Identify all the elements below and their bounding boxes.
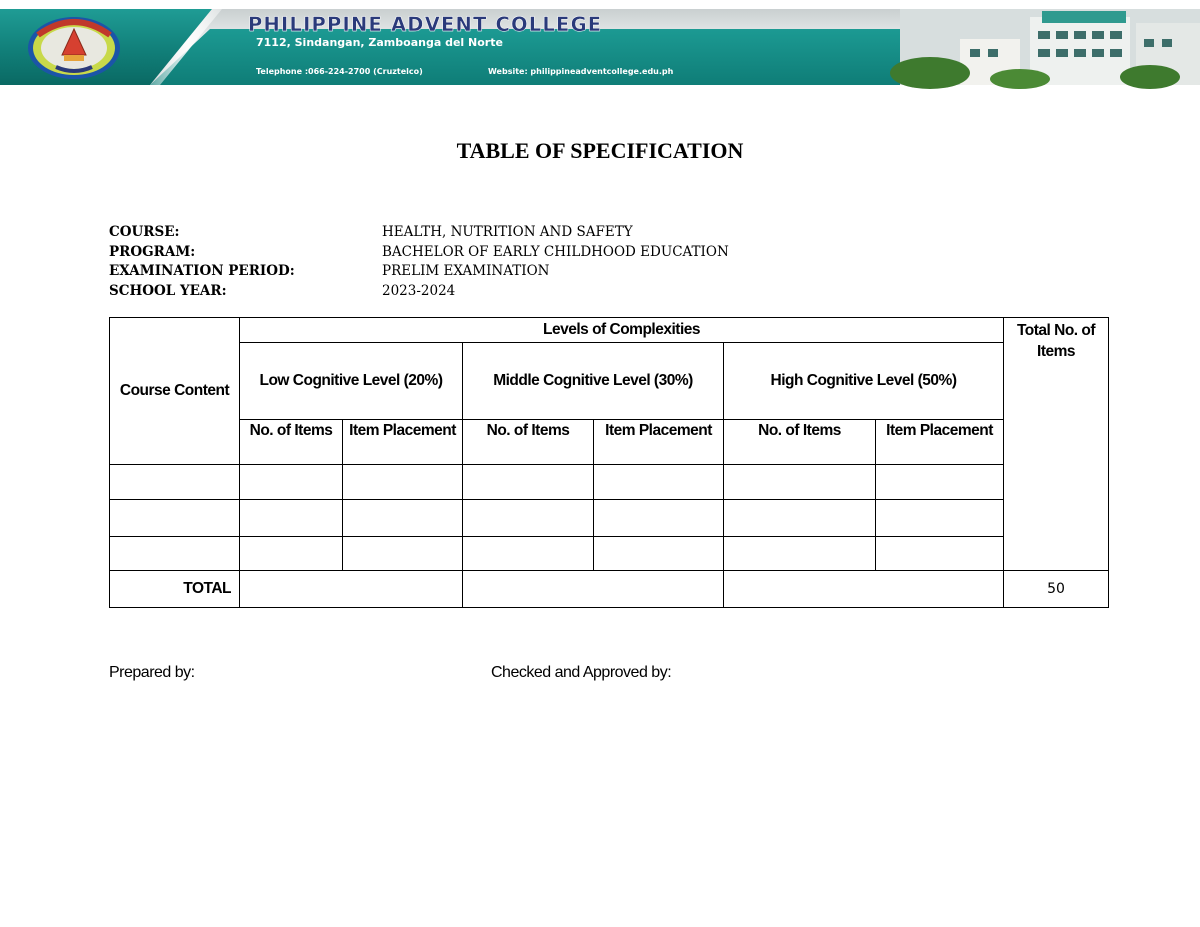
table-cell[interactable] (343, 465, 463, 500)
table-cell[interactable] (724, 537, 876, 571)
low-item-placement-header: Item Placement (343, 420, 463, 465)
total-items-value: 50 (1004, 571, 1109, 608)
table-cell[interactable] (240, 465, 343, 500)
info-row-program (109, 243, 909, 263)
low-cognitive-header: Low Cognitive Level (20%) (240, 343, 463, 420)
middle-item-placement-header: Item Placement (594, 420, 724, 465)
contact-line: :066-908-4957 (PLDT) (256, 97, 394, 106)
table-cell[interactable] (724, 500, 876, 537)
middle-no-of-items-header: No. of Items (463, 420, 594, 465)
middle-cognitive-header: Middle Cognitive Level (30%) (463, 343, 724, 420)
college-seal-logo (26, 15, 122, 81)
info-value: HEALTH, NUTRITION AND SAFETY (382, 224, 633, 240)
table-cell[interactable] (463, 500, 594, 537)
table-cell[interactable] (463, 465, 594, 500)
contact-email: Email Add: philippineadventcollege@gmail.com (488, 97, 703, 106)
checked-approved-by-label: Checked and Approved by: (491, 664, 672, 681)
institution-address: 7112, Sindangan, Zamboanga del Norte (256, 36, 503, 49)
info-value: BACHELOR OF EARLY CHILDHOOD EDUCATION (382, 243, 729, 260)
total-row (110, 571, 1109, 608)
info-label: COURSE: (109, 224, 180, 240)
contact-line: Fax No. :066-224-2030 (256, 127, 372, 136)
table-cell[interactable] (594, 500, 724, 537)
table-cell[interactable] (724, 465, 876, 500)
table-cell[interactable] (463, 537, 594, 571)
info-label: SCHOOL YEAR: (109, 282, 227, 299)
table-row (110, 537, 1109, 571)
table-cell[interactable] (876, 537, 1004, 571)
contact-web-email (488, 47, 702, 127)
table-cell[interactable] (876, 465, 1004, 500)
table-cell[interactable] (594, 465, 724, 500)
document-title: TABLE OF SPECIFICATION (456, 138, 744, 163)
table-cell[interactable] (594, 537, 724, 571)
table-cell[interactable] (240, 537, 343, 571)
info-label: PROGRAM: (109, 243, 196, 260)
info-row-course (109, 223, 909, 243)
table-cell[interactable] (343, 500, 463, 537)
low-no-of-items-header: No. of Items (240, 420, 343, 465)
table-cell[interactable] (876, 500, 1004, 537)
table-cell[interactable] (240, 500, 343, 537)
table-cell[interactable] (110, 500, 240, 537)
total-middle-cell[interactable] (463, 571, 724, 608)
high-item-placement-header: Item Placement (876, 420, 1004, 465)
info-row-school-year (109, 282, 909, 302)
total-low-cell[interactable] (240, 571, 463, 608)
course-info (109, 223, 909, 301)
institution-name: PHILIPPINE ADVENT COLLEGE (248, 13, 603, 36)
table-row (110, 500, 1109, 537)
table-cell[interactable] (343, 537, 463, 571)
total-items-header: Total No. of Items (1004, 318, 1109, 571)
table-row (110, 465, 1109, 500)
total-high-cell[interactable] (724, 571, 1004, 608)
prepared-by-label: Prepared by: (109, 664, 195, 681)
high-cognitive-header: High Cognitive Level (50%) (724, 343, 1004, 420)
info-value: PRELIM EXAMINATION (382, 263, 550, 279)
info-label: EXAMINATION PERIOD: (109, 263, 295, 279)
table-cell[interactable] (110, 465, 240, 500)
info-value: 2023-2024 (382, 282, 456, 299)
table-cell[interactable] (110, 537, 240, 571)
levels-of-complexities-header: Levels of Complexities (240, 318, 1004, 343)
high-no-of-items-header: No. of Items (724, 420, 876, 465)
contact-website: Website: philippineadventcollege.edu.ph (488, 67, 674, 76)
header-banner (0, 9, 1200, 136)
course-content-header: Course Content (110, 318, 240, 465)
campus-building-photo (900, 9, 1200, 85)
info-row-exam-period (109, 262, 909, 282)
specification-table (109, 317, 1109, 608)
total-label: TOTAL (110, 571, 240, 608)
contact-line: Telephone :066-224-2700 (Cruztelco) (256, 67, 423, 76)
